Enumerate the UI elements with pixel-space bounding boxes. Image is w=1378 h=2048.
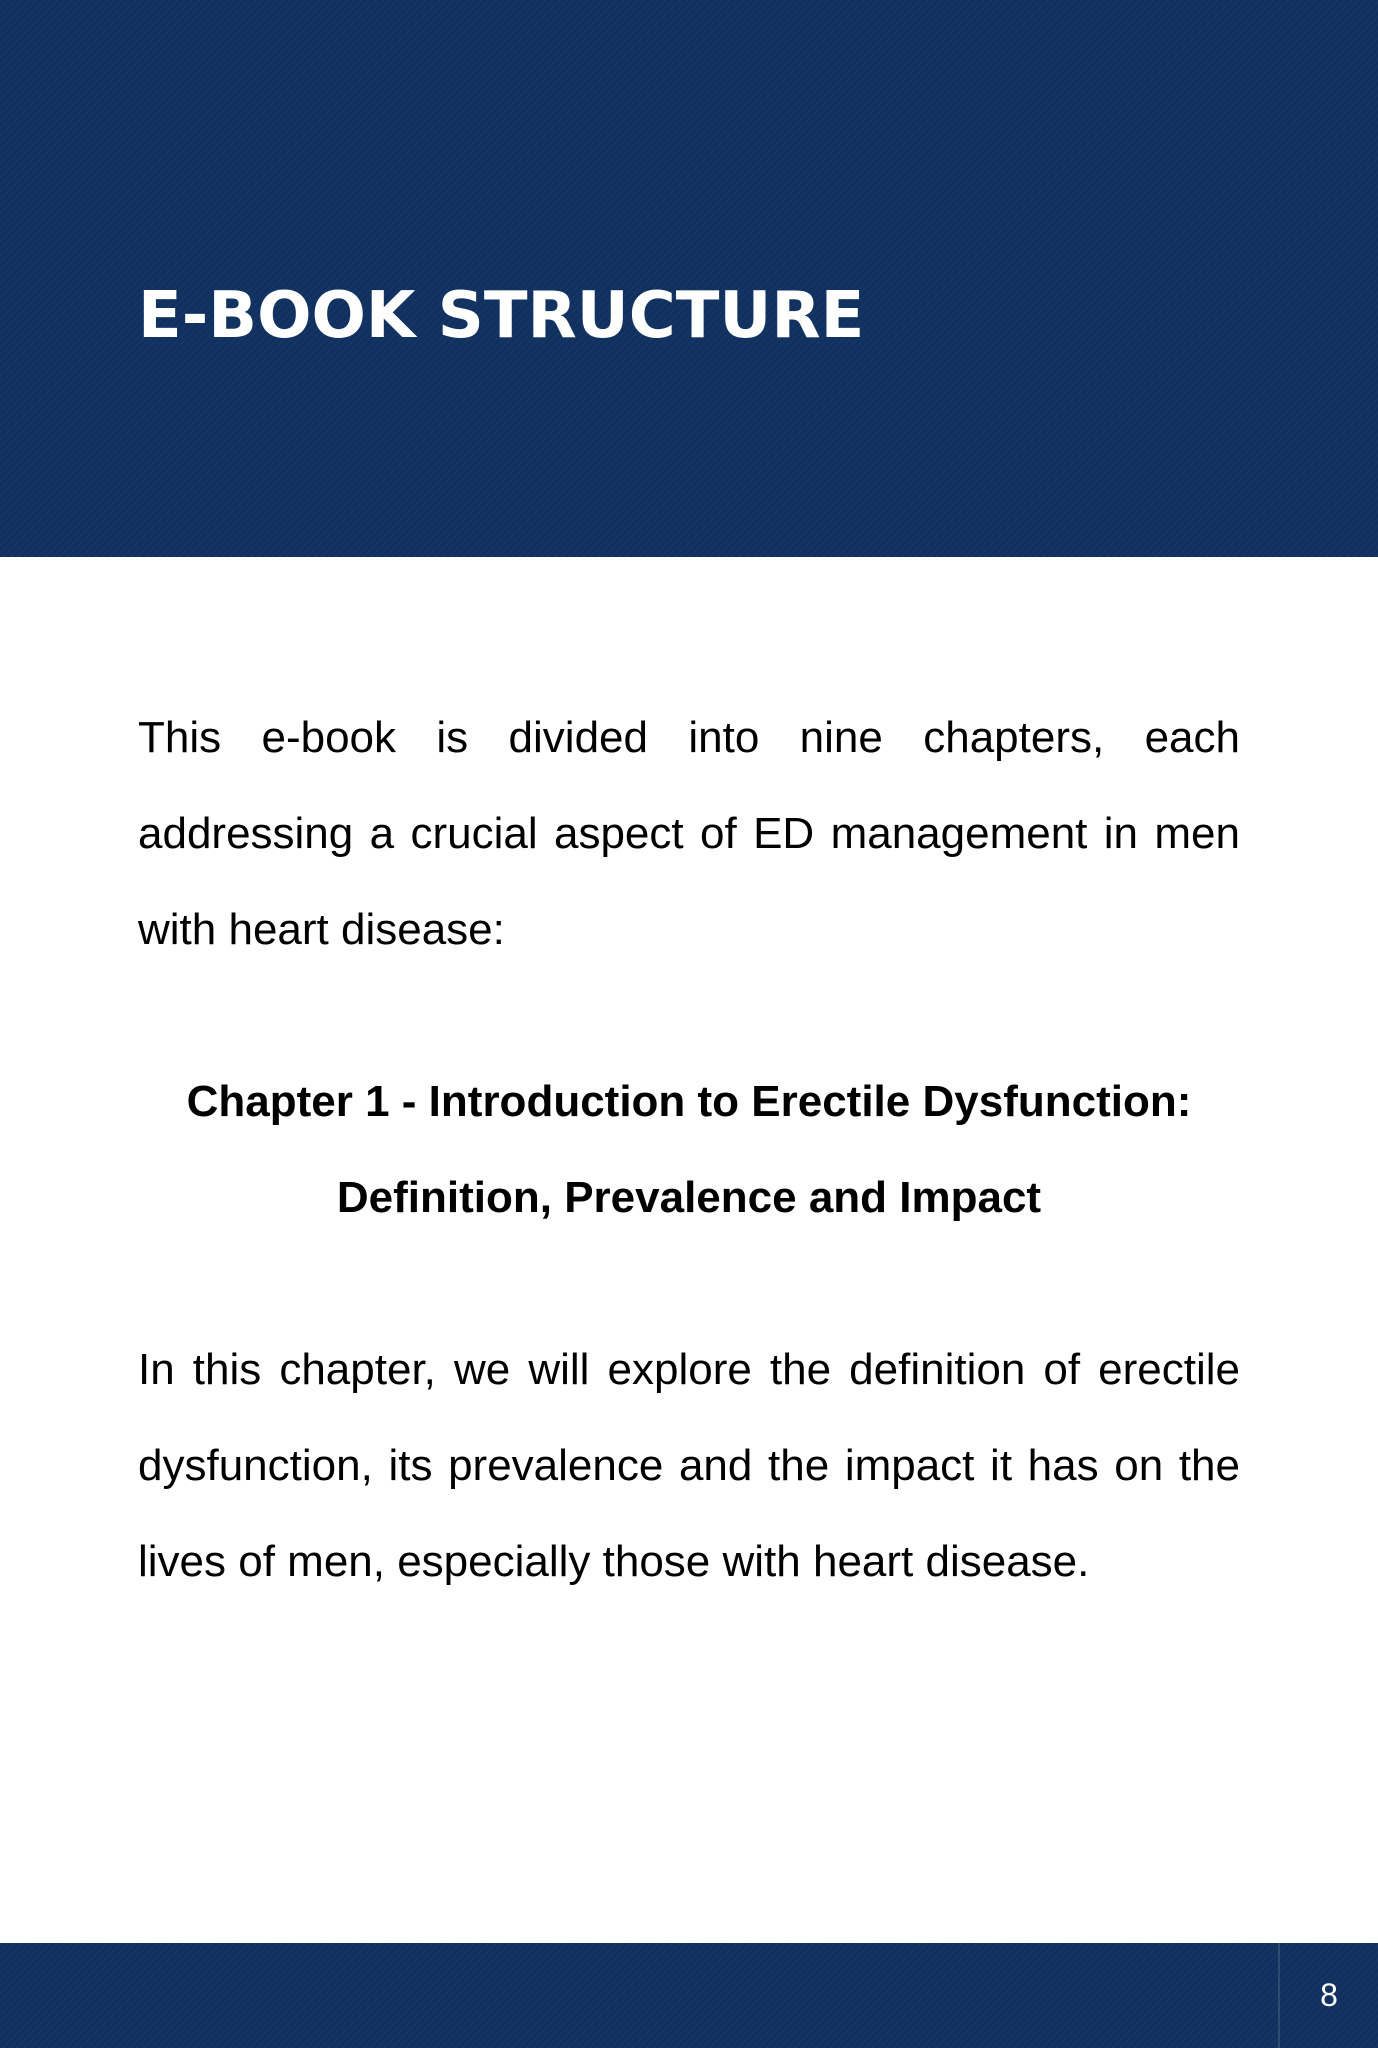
- page-content: [138, 690, 1240, 1610]
- intro-paragraph: This e-book is divided into nine chapters, each addressing a crucial aspect of ED management in men with heart disease:: [138, 713, 1240, 954]
- chapter-description: In this chapter, we will explore the definition of erectile dysfunction, its prevalence and the impact it has on the lives of men, especially those with heart disease.: [138, 1345, 1240, 1586]
- page-title: E-BOOK STRUCTURE: [138, 279, 865, 353]
- chapter-heading-line-1: Chapter 1 - Introduction to Erectile Dysfunction:: [186, 1077, 1192, 1126]
- chapter-heading-line-2: Definition, Prevalence and Impact: [336, 1173, 1042, 1222]
- chapter-heading: [138, 1054, 1240, 1246]
- footer-band: [0, 1943, 1378, 2048]
- header-band: [0, 0, 1378, 557]
- page-number: 8: [1320, 1977, 1338, 2013]
